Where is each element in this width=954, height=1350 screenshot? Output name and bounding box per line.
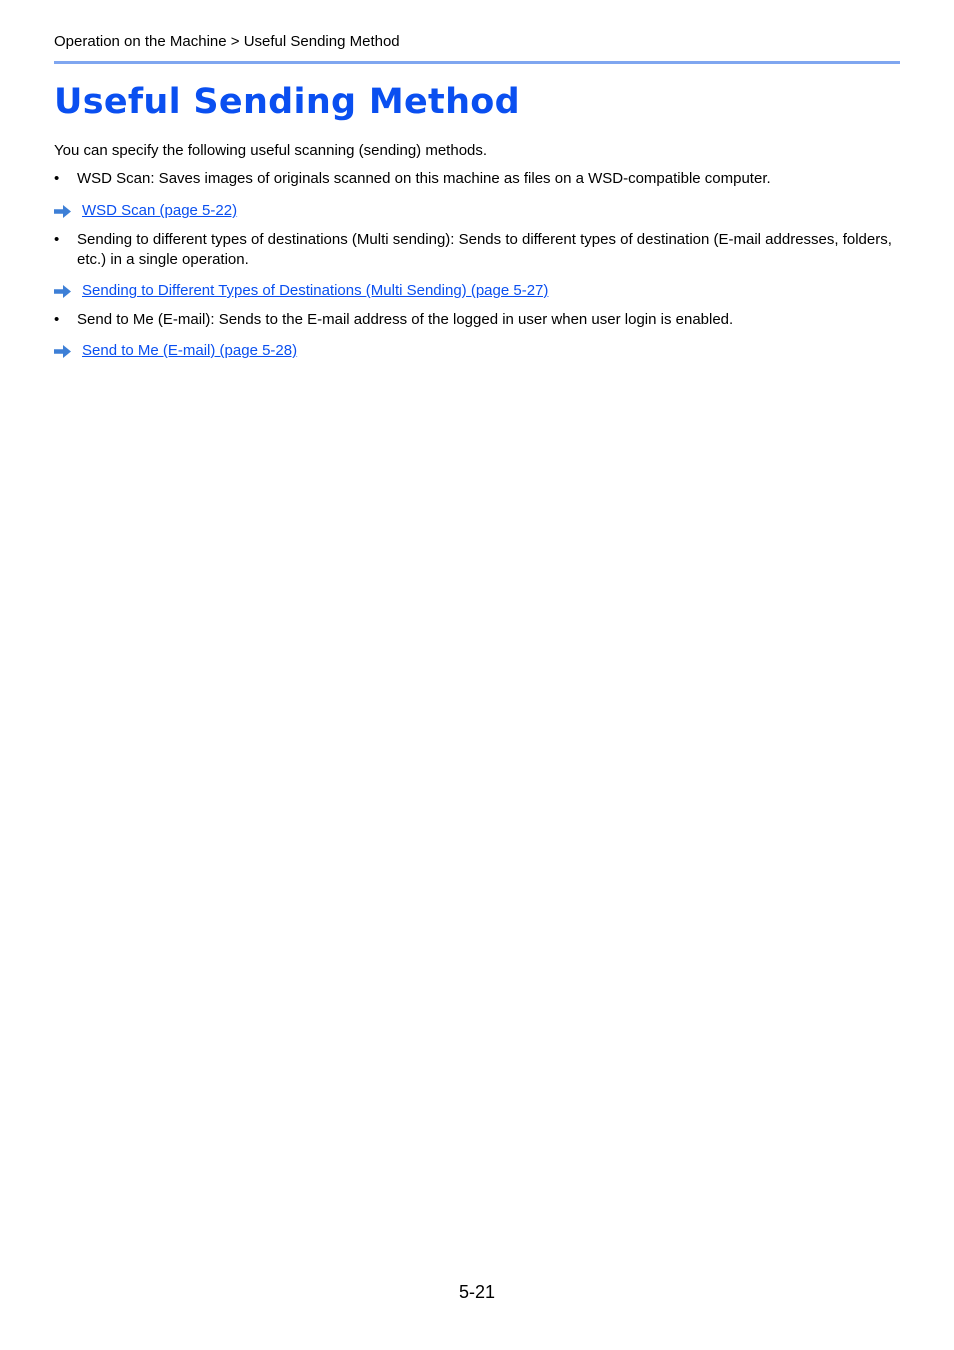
arrow-right-icon bbox=[54, 345, 71, 358]
header-divider bbox=[54, 61, 900, 64]
list-item-text: WSD Scan: Saves images of originals scanned on this machine as files on a WSD-compatible computer. bbox=[77, 170, 771, 187]
arrow-right-icon bbox=[54, 285, 71, 298]
bullet-marker: • bbox=[54, 170, 60, 187]
intro-paragraph: You can specify the following useful scanning (sending) methods. bbox=[54, 142, 488, 159]
list-item bbox=[54, 310, 900, 330]
page-number: 5-21 bbox=[458, 1282, 496, 1302]
list-item-text: Sending to different types of destinations (Multi sending): Sends to different types of destination (E-mail addresses, folders, etc.) in a single operation. bbox=[77, 231, 892, 268]
list-item-text: Send to Me (E-mail): Sends to the E-mail address of the logged in user when user login is enabled. bbox=[77, 311, 734, 328]
bullet-marker: • bbox=[54, 311, 60, 328]
bullet-marker: • bbox=[54, 231, 60, 248]
list-item bbox=[54, 169, 900, 189]
wsd-scan-link[interactable]: WSD Scan (page 5-22) bbox=[82, 202, 238, 219]
list-item bbox=[54, 230, 900, 270]
send-to-me-link[interactable]: Send to Me (E-mail) (page 5-28) bbox=[82, 342, 298, 359]
multi-sending-link[interactable]: Sending to Different Types of Destinations (Multi Sending) (page 5-27) bbox=[82, 282, 549, 299]
breadcrumb: Operation on the Machine > Useful Sending Method bbox=[54, 33, 400, 50]
page-title: Useful Sending Method bbox=[54, 82, 520, 122]
arrow-right-icon bbox=[54, 205, 71, 218]
